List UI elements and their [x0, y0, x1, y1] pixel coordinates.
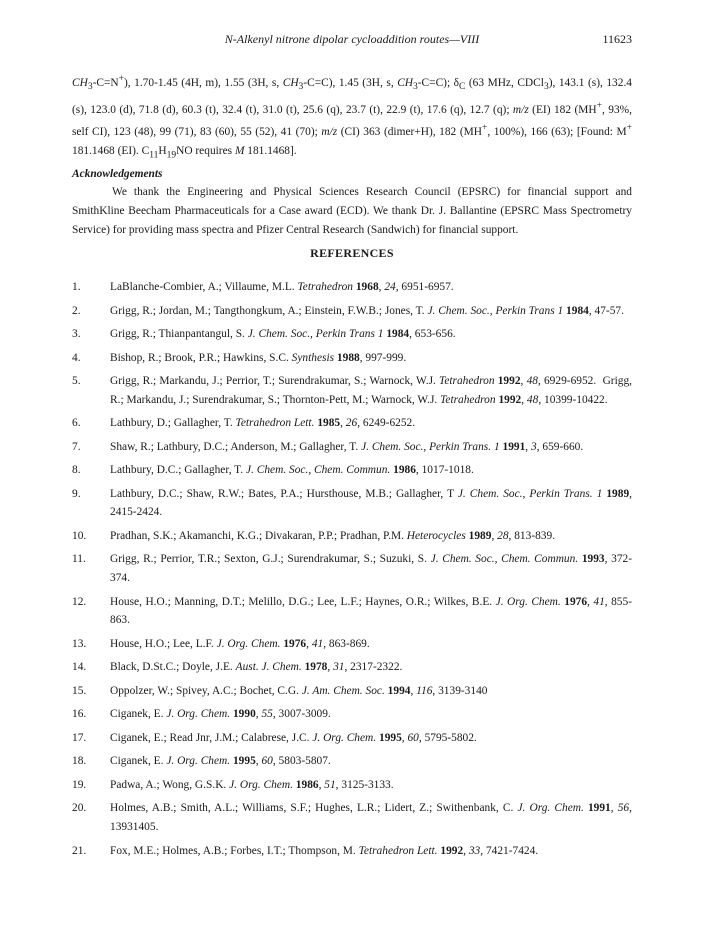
reference-item: [72, 658, 632, 677]
reference-citation: Black, D.St.C.; Doyle, J.E. Aust. J. Chem. 1978, 31, 2317-2322.: [110, 661, 403, 674]
reference-number: 11.: [72, 553, 86, 566]
reference-item: [72, 593, 632, 630]
reference-number: 19.: [72, 778, 87, 791]
reference-number: 20.: [72, 802, 87, 815]
reference-number: 10.: [72, 529, 87, 542]
reference-item: [72, 799, 632, 836]
reference-number: 4.: [72, 351, 81, 364]
reference-item: [72, 278, 632, 297]
reference-item: [72, 485, 632, 522]
reference-item: [72, 550, 632, 587]
reference-citation: Grigg, R.; Thianpantangul, S. J. Chem. Soc., Perkin Trans 1 1984, 653-656.: [110, 328, 456, 340]
reference-item: [72, 842, 632, 861]
reference-number: 16.: [72, 708, 87, 721]
reference-citation: Grigg, R.; Markandu, J.; Perrior, T.; Surendrakumar, S.; Warnock, W.J. Tetrahedron 1992, 48, 6929-6952. Grigg, R.; Markandu, J.; Surendrakumar, S.; Thornton-Pett, M.; Warnock, W.J. Tetrahedron 1992, 48, 10399-10422.: [110, 375, 632, 406]
reference-number: 2.: [72, 304, 81, 317]
reference-number: 12.: [72, 595, 87, 608]
reference-item: [72, 414, 632, 433]
reference-number: 7.: [72, 440, 81, 453]
reference-citation: House, H.O.; Manning, D.T.; Melillo, D.G.; Lee, L.F.; Haynes, O.R.; Wilkes, B.E. J. Org. Chem. 1976, 41, 855-863.: [110, 595, 632, 627]
reference-citation: Ciganek, E. J. Org. Chem. 1995, 60, 5803-5807.: [110, 755, 331, 768]
reference-citation: Padwa, A.; Wong, G.S.K. J. Org. Chem. 1986, 51, 3125-3133.: [110, 778, 394, 791]
reference-citation: Bishop, R.; Brook, P.R.; Hawkins, S.C. Synthesis 1988, 997-999.: [110, 351, 407, 364]
reference-item: [72, 752, 632, 771]
reference-citation: Lathbury, D.; Gallagher, T. Tetrahedron Lett. 1985, 26, 6249-6252.: [110, 417, 416, 430]
acknowledgements-heading: Acknowledgements: [72, 167, 163, 180]
reference-number: 15.: [72, 684, 87, 697]
running-title: N-Alkenyl nitrone dipolar cycloaddition routes—VIII: [224, 32, 480, 46]
reference-number: 6.: [72, 417, 81, 430]
reference-item: [72, 729, 632, 748]
reference-number: 18.: [72, 755, 87, 768]
reference-number: 17.: [72, 731, 87, 744]
reference-item: [72, 527, 632, 546]
reference-citation: Grigg, R.; Jordan, M.; Tangthongkum, A.; Einstein, F.W.B.; Jones, T. J. Chem. Soc., Perkin Trans 1 1984, 47-57.: [110, 304, 624, 317]
spectral-data-paragraph: $CH_3-C=N^+$), 1.70-1.45 (4H, m), 1.55 (3H, s, $CH_3-C=C$), 1.45 (3H, s, $CH_3-C=C$); $\delta_C$ (63 MHz, CDCl$_3$), 143.1 (s), 132.4 (s), 123.0 (d), 71.8 (d), 60.3 (t), 32.4 (t), 31.0 (t), 25.6 (q), 23.7 (t), 22.9 (t), 17.6 (q), 12.7 (q); m/z (EI) 182 (MH+, 93%, self CI), 123 (48), 99 (71), 83 (60), 55 (52), 41 (70); m/z (CI) 363 (dimer+H), 182 (MH+, 100%), 166 (63); [Found: M+ 181.1468 (EI). $C_{11}H_{19}NO$ requires M 181.1468].: [72, 74, 633, 161]
reference-citation: House, H.O.; Lee, L.F. J. Org. Chem. 1976, 41, 863-869.: [110, 637, 370, 650]
reference-citation: Holmes, A.B.; Smith, A.L.; Williams, S.F.; Hughes, L.R.; Lidert, Z.; Swithenbank, C. J. Org. Chem. 1991, 56, 13931405.: [110, 802, 632, 834]
reference-number: 13.: [72, 637, 87, 650]
reference-number: 8.: [72, 464, 81, 477]
reference-number: 14.: [72, 661, 87, 674]
reference-number: 5.: [72, 375, 81, 387]
reference-number: 21.: [72, 844, 87, 857]
reference-citation: Ciganek, E. J. Org. Chem. 1990, 55, 3007-3009.: [110, 708, 331, 721]
reference-item: [72, 776, 632, 795]
reference-citation: Lathbury, D.C.; Shaw, R.W.; Bates, P.A.; Hursthouse, M.B.; Gallagher, T J. Chem. Soc., Perkin Trans. 1 1989, 2415-2424.: [110, 487, 632, 519]
reference-item: [72, 325, 632, 344]
reference-number: 9.: [72, 487, 81, 500]
reference-citation: Pradhan, S.K.; Akamanchi, K.G.; Divakaran, P.P.; Pradhan, P.M. Heterocycles 1989, 28, 813-839.: [110, 529, 556, 542]
reference-item: [72, 682, 632, 701]
acknowledgements-text: We thank the Engineering and Physical Sciences Research Council (EPSRC) for financial support and SmithKline Beecham Pharmaceuticals for a Case award (ECD). We thank Dr. J. Ballantine (EPSRC Mass Spectrometry Service) for providing mass spectra and Pfizer Central Research (Sandwich) for financial support.: [72, 186, 632, 236]
reference-citation: LaBlanche-Combier, A.; Villaume, M.L. Tetrahedron 1968, 24, 6951-6957.: [110, 281, 454, 293]
reference-number: 3.: [72, 328, 81, 340]
article-body: [72, 70, 632, 240]
reference-citation: Lathbury, D.C.; Gallagher, T. J. Chem. Soc., Chem. Commun. 1986, 1017-1018.: [110, 464, 474, 477]
reference-number: 1.: [72, 281, 81, 293]
reference-item: [72, 302, 632, 321]
reference-item: [72, 635, 632, 654]
reference-item: [72, 461, 632, 480]
reference-citation: Shaw, R.; Lathbury, D.C.; Anderson, M.; Gallagher, T. J. Chem. Soc., Perkin Trans. 1 1991, 3, 659-660.: [110, 440, 584, 453]
reference-item: [72, 349, 632, 368]
reference-citation: Oppolzer, W.; Spivey, A.C.; Bochet, C.G. J. Am. Chem. Soc. 1994, 116, 3139-3140: [110, 684, 488, 697]
reference-citation: Grigg, R.; Perrior, T.R.; Sexton, G.J.; Surendrakumar, S.; Suzuki, S. J. Chem. Soc., Chem. Commun. 1993, 372-374.: [110, 553, 633, 585]
reference-citation: Ciganek, E.; Read Jnr, J.M.; Calabrese, J.C. J. Org. Chem. 1995, 60, 5795-5802.: [110, 731, 477, 744]
reference-item: [72, 372, 632, 409]
reference-list: [72, 278, 632, 865]
reference-item: [72, 438, 632, 457]
reference-item: [72, 705, 632, 724]
reference-citation: Fox, M.E.; Holmes, A.B.; Forbes, I.T.; Thompson, M. Tetrahedron Lett. 1992, 33, 7421-7424.: [110, 844, 539, 857]
references-heading: REFERENCES: [310, 246, 394, 260]
page-number: 11623: [602, 32, 632, 46]
